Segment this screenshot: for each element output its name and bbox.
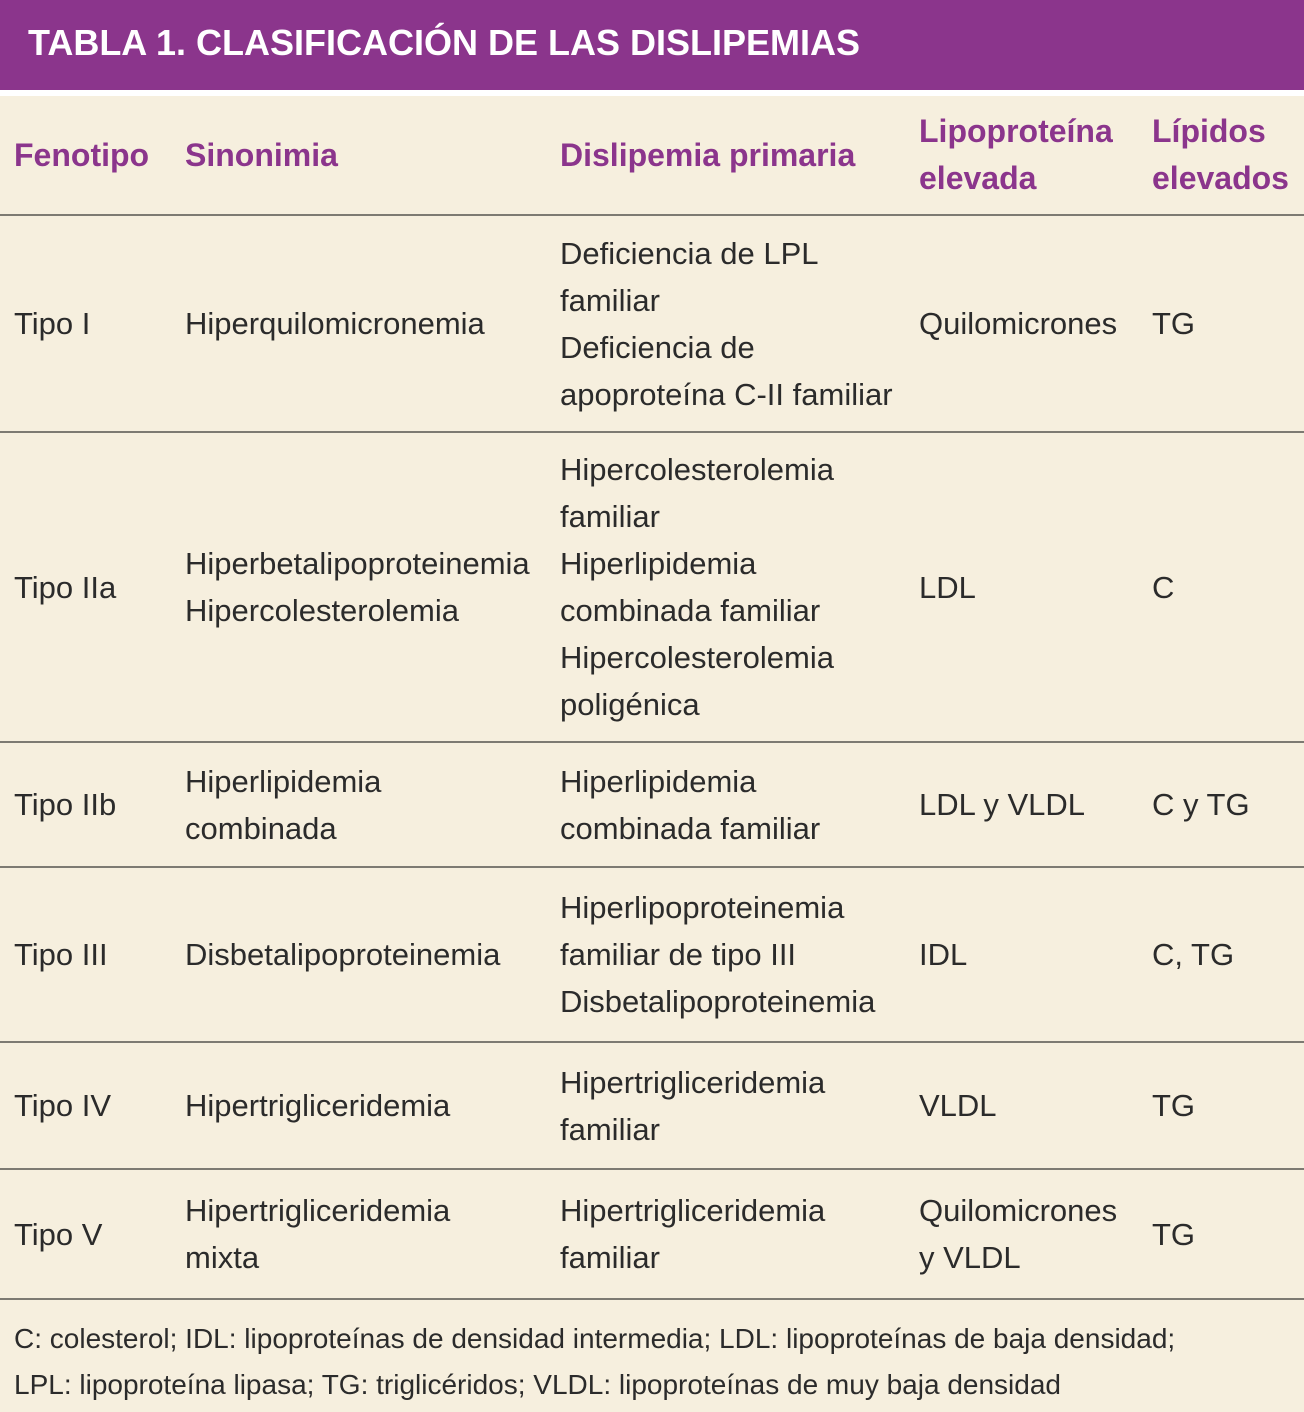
cell-sinonimia	[185, 1043, 555, 1168]
cell-lipoproteina	[919, 1170, 1144, 1298]
cell-lipidos	[1152, 216, 1302, 431]
header-lipoproteina-line: Lipoproteína	[919, 113, 1113, 149]
cell-lipidos	[1152, 868, 1302, 1041]
header-fenotipo-label: Fenotipo	[14, 136, 150, 173]
cell-text: TG	[1152, 1216, 1196, 1252]
cell-dislipemia	[560, 433, 910, 741]
cell-text: familiar	[560, 1111, 660, 1147]
cell-text: Hipertrigliceridemia	[185, 1193, 451, 1228]
cell-fenotipo	[14, 743, 174, 866]
cell-text: Quilomicrones	[919, 306, 1118, 341]
cell-text: Hiperquilomicronemia	[185, 306, 485, 341]
cell-lipoproteina	[919, 868, 1144, 1041]
header-dislipemia-label: Dislipemia primaria	[560, 136, 856, 173]
table-row	[0, 743, 1304, 868]
cell-sinonimia	[185, 433, 555, 741]
table-row	[0, 868, 1304, 1043]
cell-text: familiar	[560, 1240, 660, 1275]
cell-sinonimia	[185, 1170, 555, 1298]
cell-text: Hipercolesterolemia	[560, 640, 834, 675]
cell-fenotipo	[14, 1043, 174, 1168]
footnote-line: LPL: lipoproteína lipasa; TG: triglicéridos; VLDL: lipoproteínas de muy baja densidad	[14, 1369, 1061, 1400]
table-header-row	[0, 96, 1304, 216]
dyslipidemia-table	[0, 96, 1304, 1300]
table-footnote	[14, 1316, 1294, 1408]
cell-text: Tipo III	[14, 937, 108, 972]
header-lipidos-line: elevados	[1152, 160, 1289, 196]
cell-text: Hiperlipidemia	[185, 763, 382, 799]
header-sinonimia-label: Sinonimia	[185, 136, 338, 173]
cell-lipoproteina	[919, 216, 1144, 431]
cell-text: familiar de tipo III	[560, 937, 797, 972]
cell-text: IDL	[919, 937, 968, 972]
cell-text: Hiperlipidemia	[560, 546, 757, 581]
cell-fenotipo	[14, 216, 174, 431]
cell-lipidos	[1152, 433, 1302, 741]
cell-text: LDL y VLDL	[919, 787, 1085, 822]
cell-dislipemia	[560, 868, 910, 1041]
cell-text: Hipertrigliceridemia	[185, 1088, 451, 1123]
cell-text: familiar	[560, 499, 660, 534]
header-lipidos	[1152, 96, 1302, 214]
cell-sinonimia	[185, 216, 555, 431]
header-lipidos-line: Lípidos	[1152, 113, 1266, 149]
cell-lipoproteina	[919, 1043, 1144, 1168]
cell-lipidos	[1152, 1170, 1302, 1298]
cell-text: combinada familiar	[560, 593, 821, 628]
header-sinonimia	[185, 96, 555, 214]
cell-text: Hipercolesterolemia	[185, 593, 459, 628]
cell-sinonimia	[185, 743, 555, 866]
cell-text: Tipo IV	[14, 1088, 112, 1123]
cell-text: mixta	[185, 1240, 260, 1275]
cell-lipidos	[1152, 743, 1302, 866]
cell-dislipemia	[560, 743, 910, 866]
header-lipoproteina	[919, 96, 1144, 214]
cell-text: Deficiencia de	[560, 329, 755, 365]
cell-text: combinada	[185, 810, 337, 846]
cell-fenotipo	[14, 868, 174, 1041]
cell-lipidos	[1152, 1043, 1302, 1168]
cell-text: Tipo IIb	[14, 787, 117, 822]
cell-text: C, TG	[1152, 937, 1235, 972]
cell-text: Disbetalipoproteinemia	[185, 937, 501, 972]
cell-text: familiar	[560, 282, 660, 318]
footnote-line: C: colesterol; IDL: lipoproteínas de densidad intermedia; LDL: lipoproteínas de baja densidad;	[14, 1323, 1176, 1354]
cell-text: C	[1152, 569, 1175, 605]
cell-fenotipo	[14, 433, 174, 741]
cell-lipoproteina	[919, 743, 1144, 866]
table-title: TABLA 1. CLASIFICACIÓN DE LAS DISLIPEMIAS	[28, 22, 861, 63]
cell-text: Tipo I	[14, 306, 91, 341]
cell-text: TG	[1152, 306, 1196, 341]
cell-fenotipo	[14, 1170, 174, 1298]
cell-dislipemia	[560, 216, 910, 431]
cell-text: apoproteína C-II familiar	[560, 376, 893, 412]
header-dislipemia	[560, 96, 910, 214]
cell-text: VLDL	[919, 1088, 997, 1123]
cell-text: Hiperlipidemia	[560, 763, 757, 799]
cell-text: LDL	[919, 569, 976, 605]
cell-sinonimia	[185, 868, 555, 1041]
table-title-bar	[0, 0, 1304, 96]
header-lipoproteina-line: elevada	[919, 160, 1037, 196]
cell-text: y VLDL	[919, 1240, 1021, 1275]
header-fenotipo	[14, 96, 174, 214]
cell-text: combinada familiar	[560, 810, 821, 846]
cell-text: Tipo V	[14, 1216, 103, 1252]
cell-text: Deficiencia de LPL	[560, 235, 819, 271]
cell-text: Hipercolesterolemia	[560, 452, 834, 487]
table-row	[0, 1043, 1304, 1170]
cell-text: poligénica	[560, 687, 700, 722]
table-row	[0, 433, 1304, 743]
cell-text: Disbetalipoproteinemia	[560, 984, 876, 1019]
cell-text: Hiperlipoproteinemia	[560, 890, 845, 925]
cell-text: C y TG	[1152, 787, 1250, 822]
cell-lipoproteina	[919, 433, 1144, 741]
table-row	[0, 1170, 1304, 1300]
cell-text: Hiperbetalipoproteinemia	[185, 546, 530, 581]
cell-text: Quilomicrones	[919, 1193, 1118, 1228]
cell-text: Hipertrigliceridemia	[560, 1193, 826, 1228]
cell-dislipemia	[560, 1170, 910, 1298]
table-row	[0, 216, 1304, 433]
cell-text: Tipo IIa	[14, 569, 117, 605]
cell-text: TG	[1152, 1088, 1196, 1123]
cell-text: Hipertrigliceridemia	[560, 1064, 826, 1100]
cell-dislipemia	[560, 1043, 910, 1168]
